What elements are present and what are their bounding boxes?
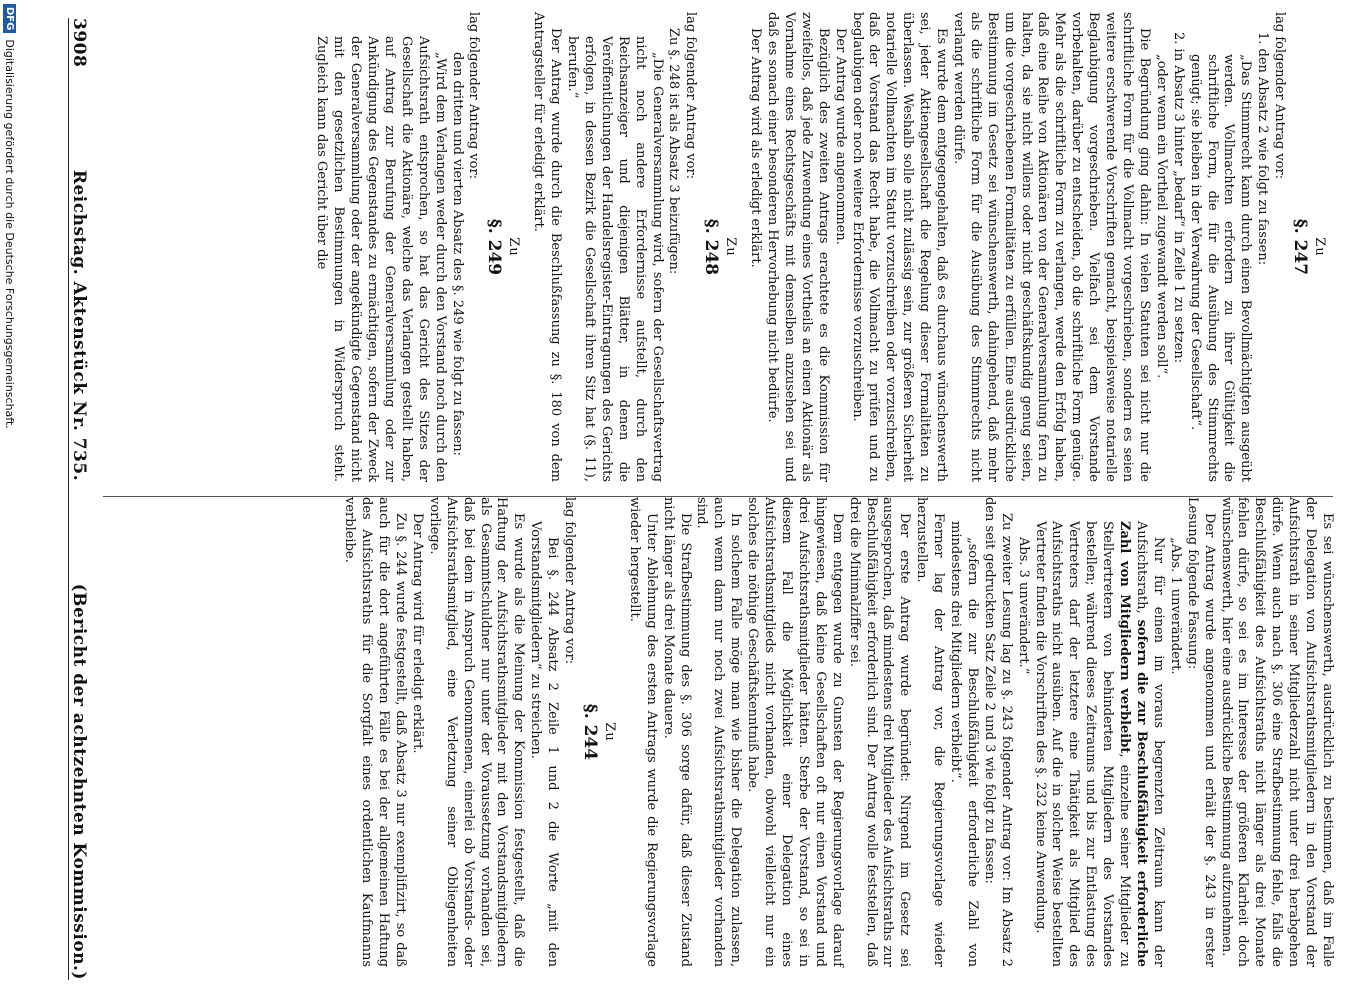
dfg-logo: DFG	[4, 4, 17, 33]
paragraph: Es sei wünschenswerth, ausdrücklich zu bestimmen, daß im Falle der Delegation von Aufsichtsrathsmitgliedern in den Vorstand der Aufsichtsrath in seiner Mitgliederzahl nicht unter drei herabgehen dürfe. Wenn auch nach §. 306 eine Strafbestimmung fehle, falls die Beschlußfähigkeit des Aufsichtsraths nicht länger als drei Monate fehlen dürfe, so sei es im Interesse der größeren Klarheit doch wünschenswerth, hier eine ausdrückliche Bestimmung aufzunehmen.	[1218, 497, 1335, 967]
paragraph: den dritten und vierten Absatz des §. 249 wie folgt zu fassen:	[449, 52, 465, 457]
paragraph: Unter Ablehnung des ersten Antrags wurde die Regierungsvorlage wieder hergestellt.	[626, 497, 659, 967]
paragraph: Dem entgegen wurde zu Gunsten der Regierungsvorlage darauf hingewiesen, daß kleine Gesellschaften oft nur einen Vorstand und drei Aufsichtsrathsmitglieder hätten. Sterbe der Vorstand, so sei in diesem Fall die Möglichkeit einer Delegation eines Aufsichtsrathsmitglieds nicht vorhanden, obwohl vielleicht nur ein solches die nöthige Geschäftskenntniß habe.	[745, 497, 845, 967]
section-heading: §. 247	[1290, 218, 1311, 276]
quoted-text	[526, 497, 560, 967]
list-item: 2. in Absatz 3 hinter „bedarf“ in Zeile 1 zu setzen:	[1170, 32, 1186, 364]
text-run: Nur für einen im voraus begrenzten Zeitraum kann der Aufsichtsrath,	[1134, 521, 1166, 967]
section-heading: §. 244	[580, 703, 601, 761]
zu-label: Zu	[723, 237, 739, 257]
paragraph: „Abs. 1 unverändert.	[1167, 537, 1183, 675]
paragraph: lag folgender Antrag vor:	[466, 12, 482, 180]
zu-label: Zu	[506, 237, 522, 257]
paragraph: lag folgender Antrag vor:	[683, 12, 699, 180]
header-subtitle: (Bericht der achtzehnten Kommission.)	[69, 583, 89, 980]
paragraph: „sofern die zur Beschlußfähigkeit erforderliche Zahl von mindestens drei Mitgliedern verbleibt“.	[948, 521, 980, 967]
paragraph: Zu zweiter Lesung lag zu §. 243 folgender Antrag vor: Im Absatz 2 den seit gedruckten Satz Zeile 2 und 3 wie folgt zu fassen:	[981, 497, 1014, 967]
paragraph: Zu §. 244 wurde festgestellt, daß Absatz 3 nur exemplifizirt, so daß auch für die dort angeführten Fälle es bei der allgemeinen Haftung des Aufsichtsraths für die Sorgfalt eines ordentlichen Kaufmanns verbleibe.	[342, 497, 409, 967]
numbered-list	[1152, 12, 1270, 482]
paragraph: Der Antrag wurde durch die Beschlußfassung zu §. 180 von dem Antragsteller für erledigt erklärt.	[531, 12, 564, 482]
left-column	[105, 497, 1335, 967]
paragraph: Abs. 3 unverändert.“	[1015, 537, 1031, 675]
paragraph: Der Antrag wird als erledigt erklärt.	[748, 28, 764, 268]
paragraph: Der erste Antrag wurde begründet: Nirgend im Gesetz sei ausgesprochen, daß mindestens drei Mitglieder des Aufsichtsraths zur Beschlußfähigkeit erforderlich sind. Der Antrag wolle feststellen, daß drei die Minimalziffer sei.	[846, 497, 913, 967]
zu-label: Zu	[601, 722, 617, 742]
paragraph: Die Strafbestimmung des §. 306 sorge dafür, daß dieser Zustand nicht länger als drei Monate dauere.	[660, 497, 693, 967]
paragraph: Es wurde als die Meinung der Kommission festgestellt, daß die Haftung der Aufsichtsrathsmitglieder mit den Vorstandsmitgliedern als Gesammtschuldner nur unter der Voraussetzung vorhanden sei, daß bei dem in Anspruch Genommenen, einerlei ob Vorstands- oder Aufsichtsrathsmitglied, eine Verletzung seiner Obliegenheiten vorliege.	[426, 497, 527, 967]
emphasis-text: sofern die zur Beschlußfähigkeit erforderliche Zahl von Mitgliedern verbleibt	[1117, 521, 1150, 967]
quoted-text	[946, 497, 980, 967]
paragraph: „Das Stimmrecht kann durch einen Bevollmächtigten ausgeübt werden. Vollmachten erfordern zu ihrer Gültigkeit die schriftliche Form, die für die Ausübung des Stimmrechts genügt; sie bleiben in der Verwahrung der Gesellschaft“.	[1187, 54, 1254, 482]
quoted-text	[563, 12, 664, 482]
paragraph: lag folgender Antrag vor:	[562, 497, 578, 665]
quoted-text	[1186, 12, 1254, 482]
text-run: , einzelne seiner Mitglieder zu Stellvertretern von behinderten Mitgliedern des Vorstandes bestellen; während dieses Zeitraums und bis zur Entlastung des Vertreters darf der letztere eine Thätigkeit als Mitglied des Aufsichtsraths nicht ausüben. Auf die in solcher Weise bestellten Vertreter finden die Vorschriften des §. 232 keine Anwendung.	[1032, 521, 1133, 967]
paragraph: In solchem Falle möge man wie bisher die Delegation zulassen, auch wenn dann nur noch zwei Aufsichtsrathsmitglieder vorhanden sind.	[694, 497, 744, 967]
paragraph	[1031, 521, 1166, 967]
quoted-text	[312, 12, 464, 482]
list-item: 1. den Absatz 2 wie folgt zu fassen:	[1255, 32, 1271, 266]
paragraph: Bezüglich des zweiten Antrags erachtete es die Kommission für zweifellos, daß jede Zuwendung eines Vortheils an einen Aktionär als Vornahme eines Rechtsgeschäfts mit demselben anzusehen sei und daß es sonach einer besonderen Hervorhebung nicht bedürfe.	[765, 12, 831, 482]
paragraph: Ferner lag der Antrag vor, die Regierungsvorlage wieder herzustellen.	[914, 497, 947, 967]
paragraph: Der Antrag wurde angenommen und erhält der §. 243 in erster Lesung folgende Fassung:	[1184, 497, 1217, 967]
paragraph: lag folgender Antrag vor:	[1272, 12, 1288, 180]
paragraph: „Die Generalversammlung wird, sofern der Gesellschaftsvertrag nicht noch andere Erfordernisse aufstellt, durch den Reichsanzeiger und diejenigen Blätter, in denen die Veröffentlichungen der Handelsregister-Eintragungen des Gerichts erfolgen, in dessen Bezirk die Gesellschaft ihren Sitz hat (§. 11), berufen.“	[565, 36, 665, 482]
footer	[0, 0, 20, 1000]
paragraph: Bei §. 244 Absatz 2 Zeile 1 und 2 die Worte „mit den Vorstandsmitgliedern“ zu streichen.	[528, 521, 561, 967]
zu-label: Zu	[1312, 237, 1327, 257]
paragraph: Zu §. 248 ist als Absatz 3 beizufügen:	[666, 28, 682, 275]
header-title: Reichstag. Aktenstück Nr. 735.	[69, 169, 89, 482]
page-header	[68, 18, 95, 980]
page-number: 3908	[69, 18, 89, 68]
quoted-text	[1152, 12, 1169, 482]
right-column	[105, 12, 1335, 482]
paragraph: „oder wenn ein Vortheil zugewandt werden soll“.	[1153, 54, 1169, 379]
paragraph: „Wird dem Verlangen weder durch den Vorstand noch durch den Aufsichtsrath entsprochen, so hat das Gericht des Sitzes der Gesellschaft die Aktionäre, welche das Verlangen gestellt haben, auf Antrag zur Berufung der Generalversammlung oder zur Ankündigung des Gegenstandes zu ermächtigen, sofern der Zweck der Generalversammlung oder der angekündigte Gegenstand nicht mit den gesetzlichen Bestimmungen in Widerspruch steht. Zugleich kann das Gericht über die	[314, 36, 448, 482]
paragraph: Der Antrag wird für erledigt erklärt.	[409, 513, 425, 754]
footer-text: Digitalisierung gefördert durch die Deutsche Forschungsgemeinschaft.	[3, 39, 17, 429]
quoted-text	[1014, 497, 1183, 967]
paragraph: Der Antrag wurde angenommen.	[832, 28, 848, 245]
paragraph: Es wurde dem entgegengehalten, daß es durchaus wünschenswerth sei, jeder Aktiengesellschaft die Regelung dieser Formalitäten zu überlassen. Weshalb solle nicht zulässig sein, zur größeren Sicherheit notarielle Vollmachten im Statut vorzuschreiben oder vorzuschreiben, daß der Vorstand das Recht habe, die Vollmacht zu prüfen und zu beglaubigen oder noch weitere Erfordernisse vorzuschreiben.	[849, 12, 950, 482]
section-heading: §. 248	[701, 218, 722, 276]
paragraph: Die Begründung ging dahin: In vielen Statuten sei nicht nur die schriftliche Form für die Vollmacht vorgeschrieben, sondern es seien weitere erschwerende Vorschriften gemacht, beispielsweise notarielle Beglaubigung vorgeschrieben. Vielfach sei dem Vorstande vorbehalten, darüber zu entscheiden, ob die schriftliche Form genüge. Mehr als die schriftliche Form zu verlangen, werde den Erfolg haben, daß eine Reihe von Aktionären von der Generalversammlung fern zu halten, da sie nicht willens oder nicht geschäftskundig genug seien, um die vorgeschriebenen Formalitäten zu erfüllen. Eine ausdrückliche Bestimmung im Gesetz sei wünschenswerth, dahingehend, daß mehr als die schriftliche Form für die Ausübung des Stimmrechts nicht verlangt werden dürfe.	[950, 12, 1152, 482]
section-heading: §. 249	[484, 218, 505, 276]
